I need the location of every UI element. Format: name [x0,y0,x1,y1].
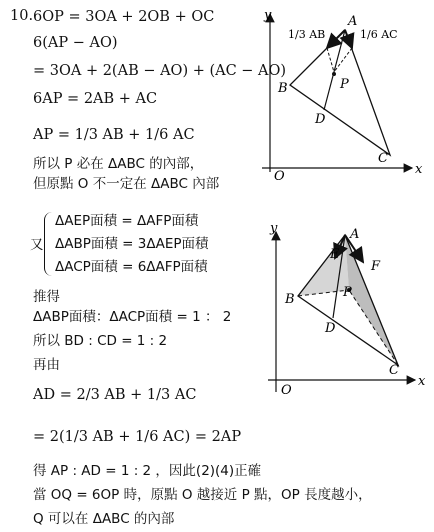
fig2-label-a: A [350,227,360,242]
fig2-label-b: B [285,292,295,307]
conclusion-line-1: 所以 P 必在 ΔABC 的內部， [33,156,204,172]
fig2-label-x: x [418,374,426,389]
q-inside-line: Q 可以在 ΔABC 的內部 [33,511,175,527]
fig1-label-c: C [378,151,388,166]
fig1-label-x: x [415,162,423,177]
fig1-label-b: B [278,81,288,96]
oq-statement-line: 當 OQ = 6OP 時，原點 O 越接近 P 點，OP 長度越小， [33,487,372,503]
fig2-label-y: y [270,221,278,236]
fig1-label-a: A [348,14,358,29]
fig1-label-o: O [274,169,285,184]
conclusion-line-2: 但原點 O 不一定在 ΔABC 內部 [33,176,220,192]
equation-line-5: AP = 1/3 AB + 1/6 AC [33,127,195,143]
ap-ad-ratio-line: 得 AP : AD = 1 : 2 ，因此(2)(4)正確 [33,463,262,479]
you-label: 又 [30,237,44,253]
equation-line-3: = 3OA + 2(AB − AO) + (AC − AO) [33,63,287,79]
area-relation-2: ΔABP面積 = 3ΔAEP面積 [55,236,209,252]
fig1-label-y: y [264,8,272,23]
fig1-label-d: D [315,112,326,127]
equation-line-1: 6OP = 3OA + 2OB + OC [33,9,215,25]
fig2-label-d: D [325,321,336,336]
fig2-label-c: C [389,363,399,378]
problem-number: 10. [10,8,34,24]
fig1-label-vec-ab: 1/3 AB [288,28,326,41]
area-relation-1: ΔAEP面積 = ΔAFP面積 [55,213,199,229]
bd-cd-ratio-line: 所以 BD : CD = 1 : 2 [33,333,168,349]
area-ratio-line: ΔABP面積：ΔACP面積 = 1 ： 2 [33,309,232,325]
area-relation-3: ΔACP面積 = 6ΔAFP面積 [55,259,208,275]
fig2-label-f: F [371,259,381,274]
fig1-label-vec-ac: 1/6 AC [360,28,398,41]
fig2-label-e: E [330,247,340,262]
fig2-label-o: O [281,383,292,398]
ad-expansion-line: = 2(1/3 AB + 1/6 AC) = 2AP [33,429,242,445]
then-label: 再由 [33,357,60,373]
ad-equation-line: AD = 2/3 AB + 1/3 AC [33,387,197,403]
equation-line-2: 6(AP − AO) [33,35,118,51]
infer-label: 推得 [33,289,60,305]
fig2-label-p: P [343,285,352,300]
equation-line-4: 6AP = 2AB + AC [33,91,158,107]
fig1-label-p: P [340,77,349,92]
